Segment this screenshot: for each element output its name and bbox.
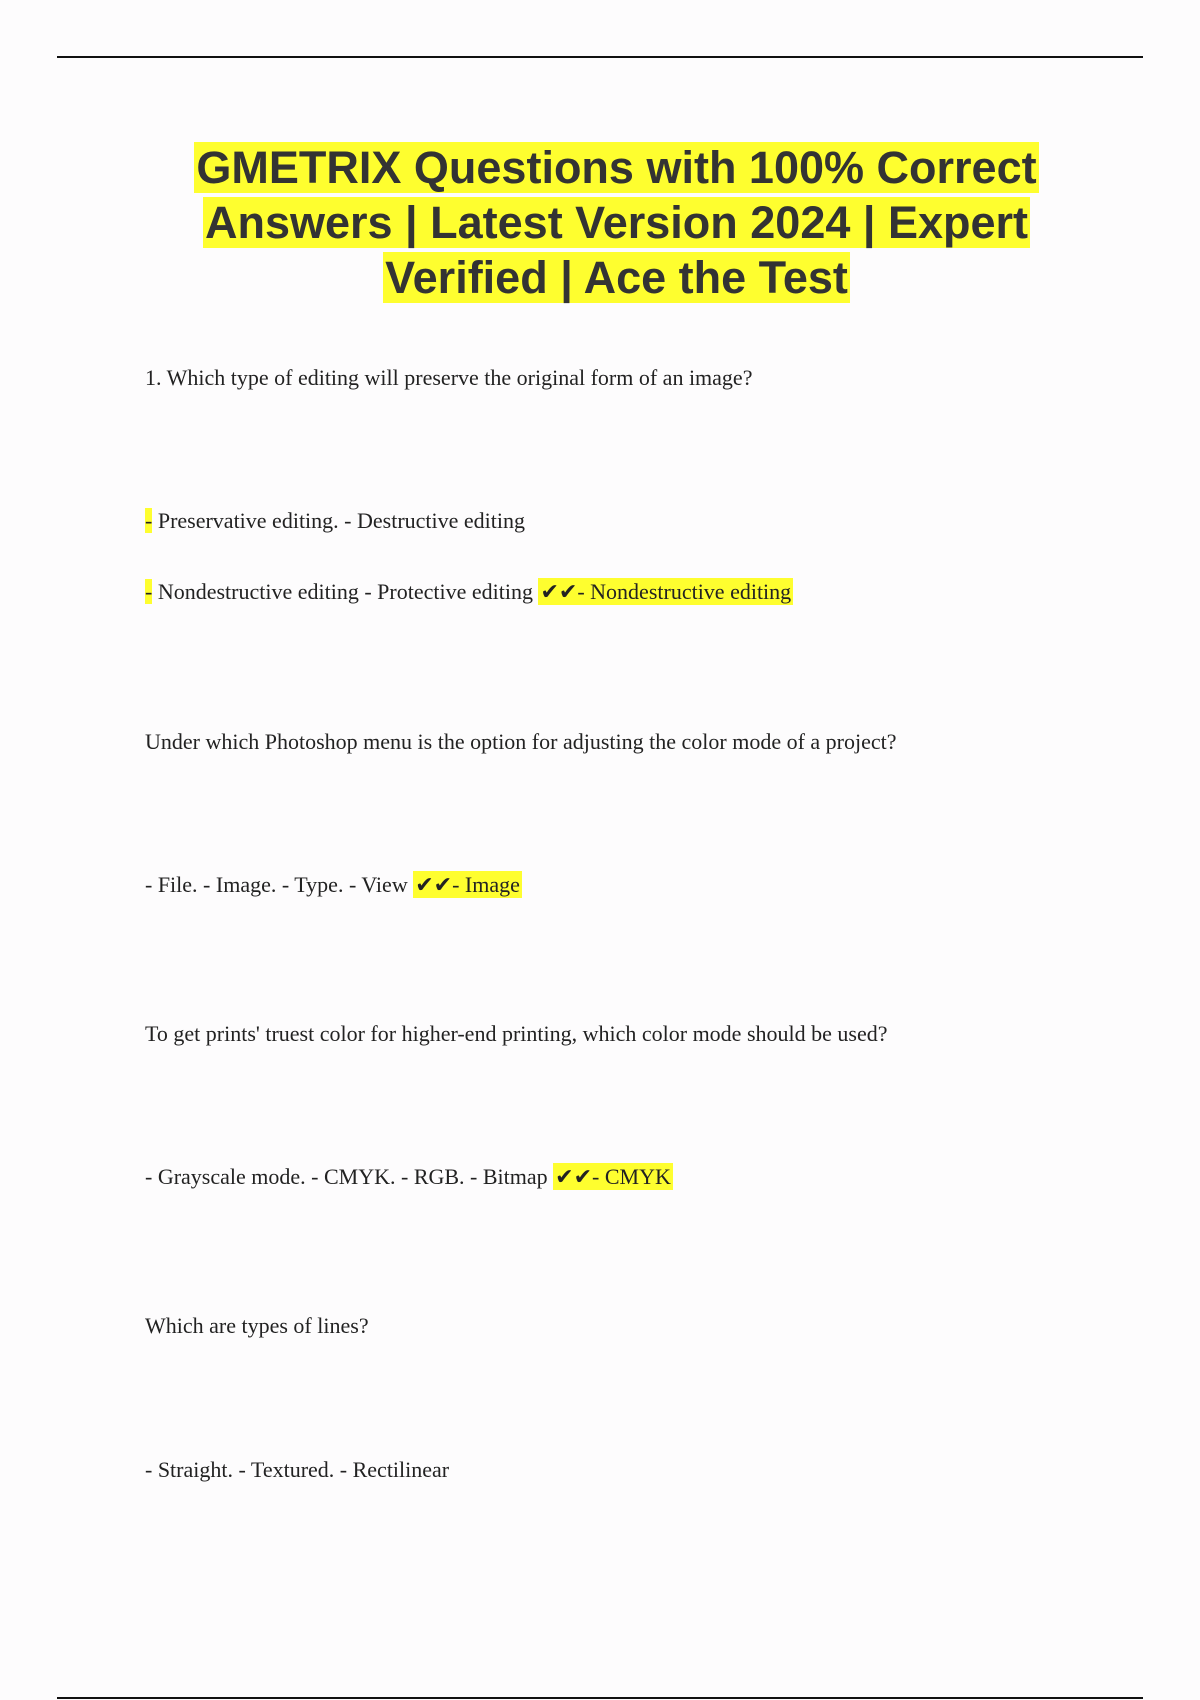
question-2-text: Under which Photoshop menu is the option for adjusting the color mode of a project? [145, 729, 897, 754]
question-1-text: 1. Which type of editing will preserve the original form of an image? [145, 365, 753, 390]
correct-answer: ✔✔- Image [415, 872, 520, 897]
correct-answer: ✔✔- Nondestructive editing [540, 579, 792, 604]
title-highlight: GMETRIX Questions with 100% Correct Answers | Latest Version 2024 | Expert Verified | Ace the Test [196, 142, 1037, 303]
document-title [120, 140, 1113, 305]
options-text: Nondestructive editing - Protective editing [152, 579, 539, 604]
question-3-options [145, 1162, 673, 1192]
highlighted-dash: - [145, 579, 153, 604]
options-text: - Grayscale mode. - CMYK. - RGB. - Bitmap [145, 1164, 554, 1189]
bottom-rule [57, 1697, 1143, 1699]
correct-answer: ✔✔- CMYK [555, 1164, 671, 1189]
highlighted-dash: - [145, 508, 153, 533]
question-1-options-line-2 [145, 577, 793, 607]
top-rule [57, 56, 1143, 58]
options-text: Preservative editing. - Destructive editing [152, 508, 525, 533]
question-3-text: To get prints' truest color for higher-end printing, which color mode should be used? [145, 1021, 888, 1046]
options-text: - Straight. - Textured. - Rectilinear [145, 1457, 450, 1482]
question-2-options [145, 870, 522, 900]
question-4-options [145, 1455, 449, 1485]
question-4-text: Which are types of lines? [145, 1313, 369, 1338]
question-1-options-line-1 [145, 506, 525, 536]
options-text: - File. - Image. - Type. - View [145, 872, 414, 897]
